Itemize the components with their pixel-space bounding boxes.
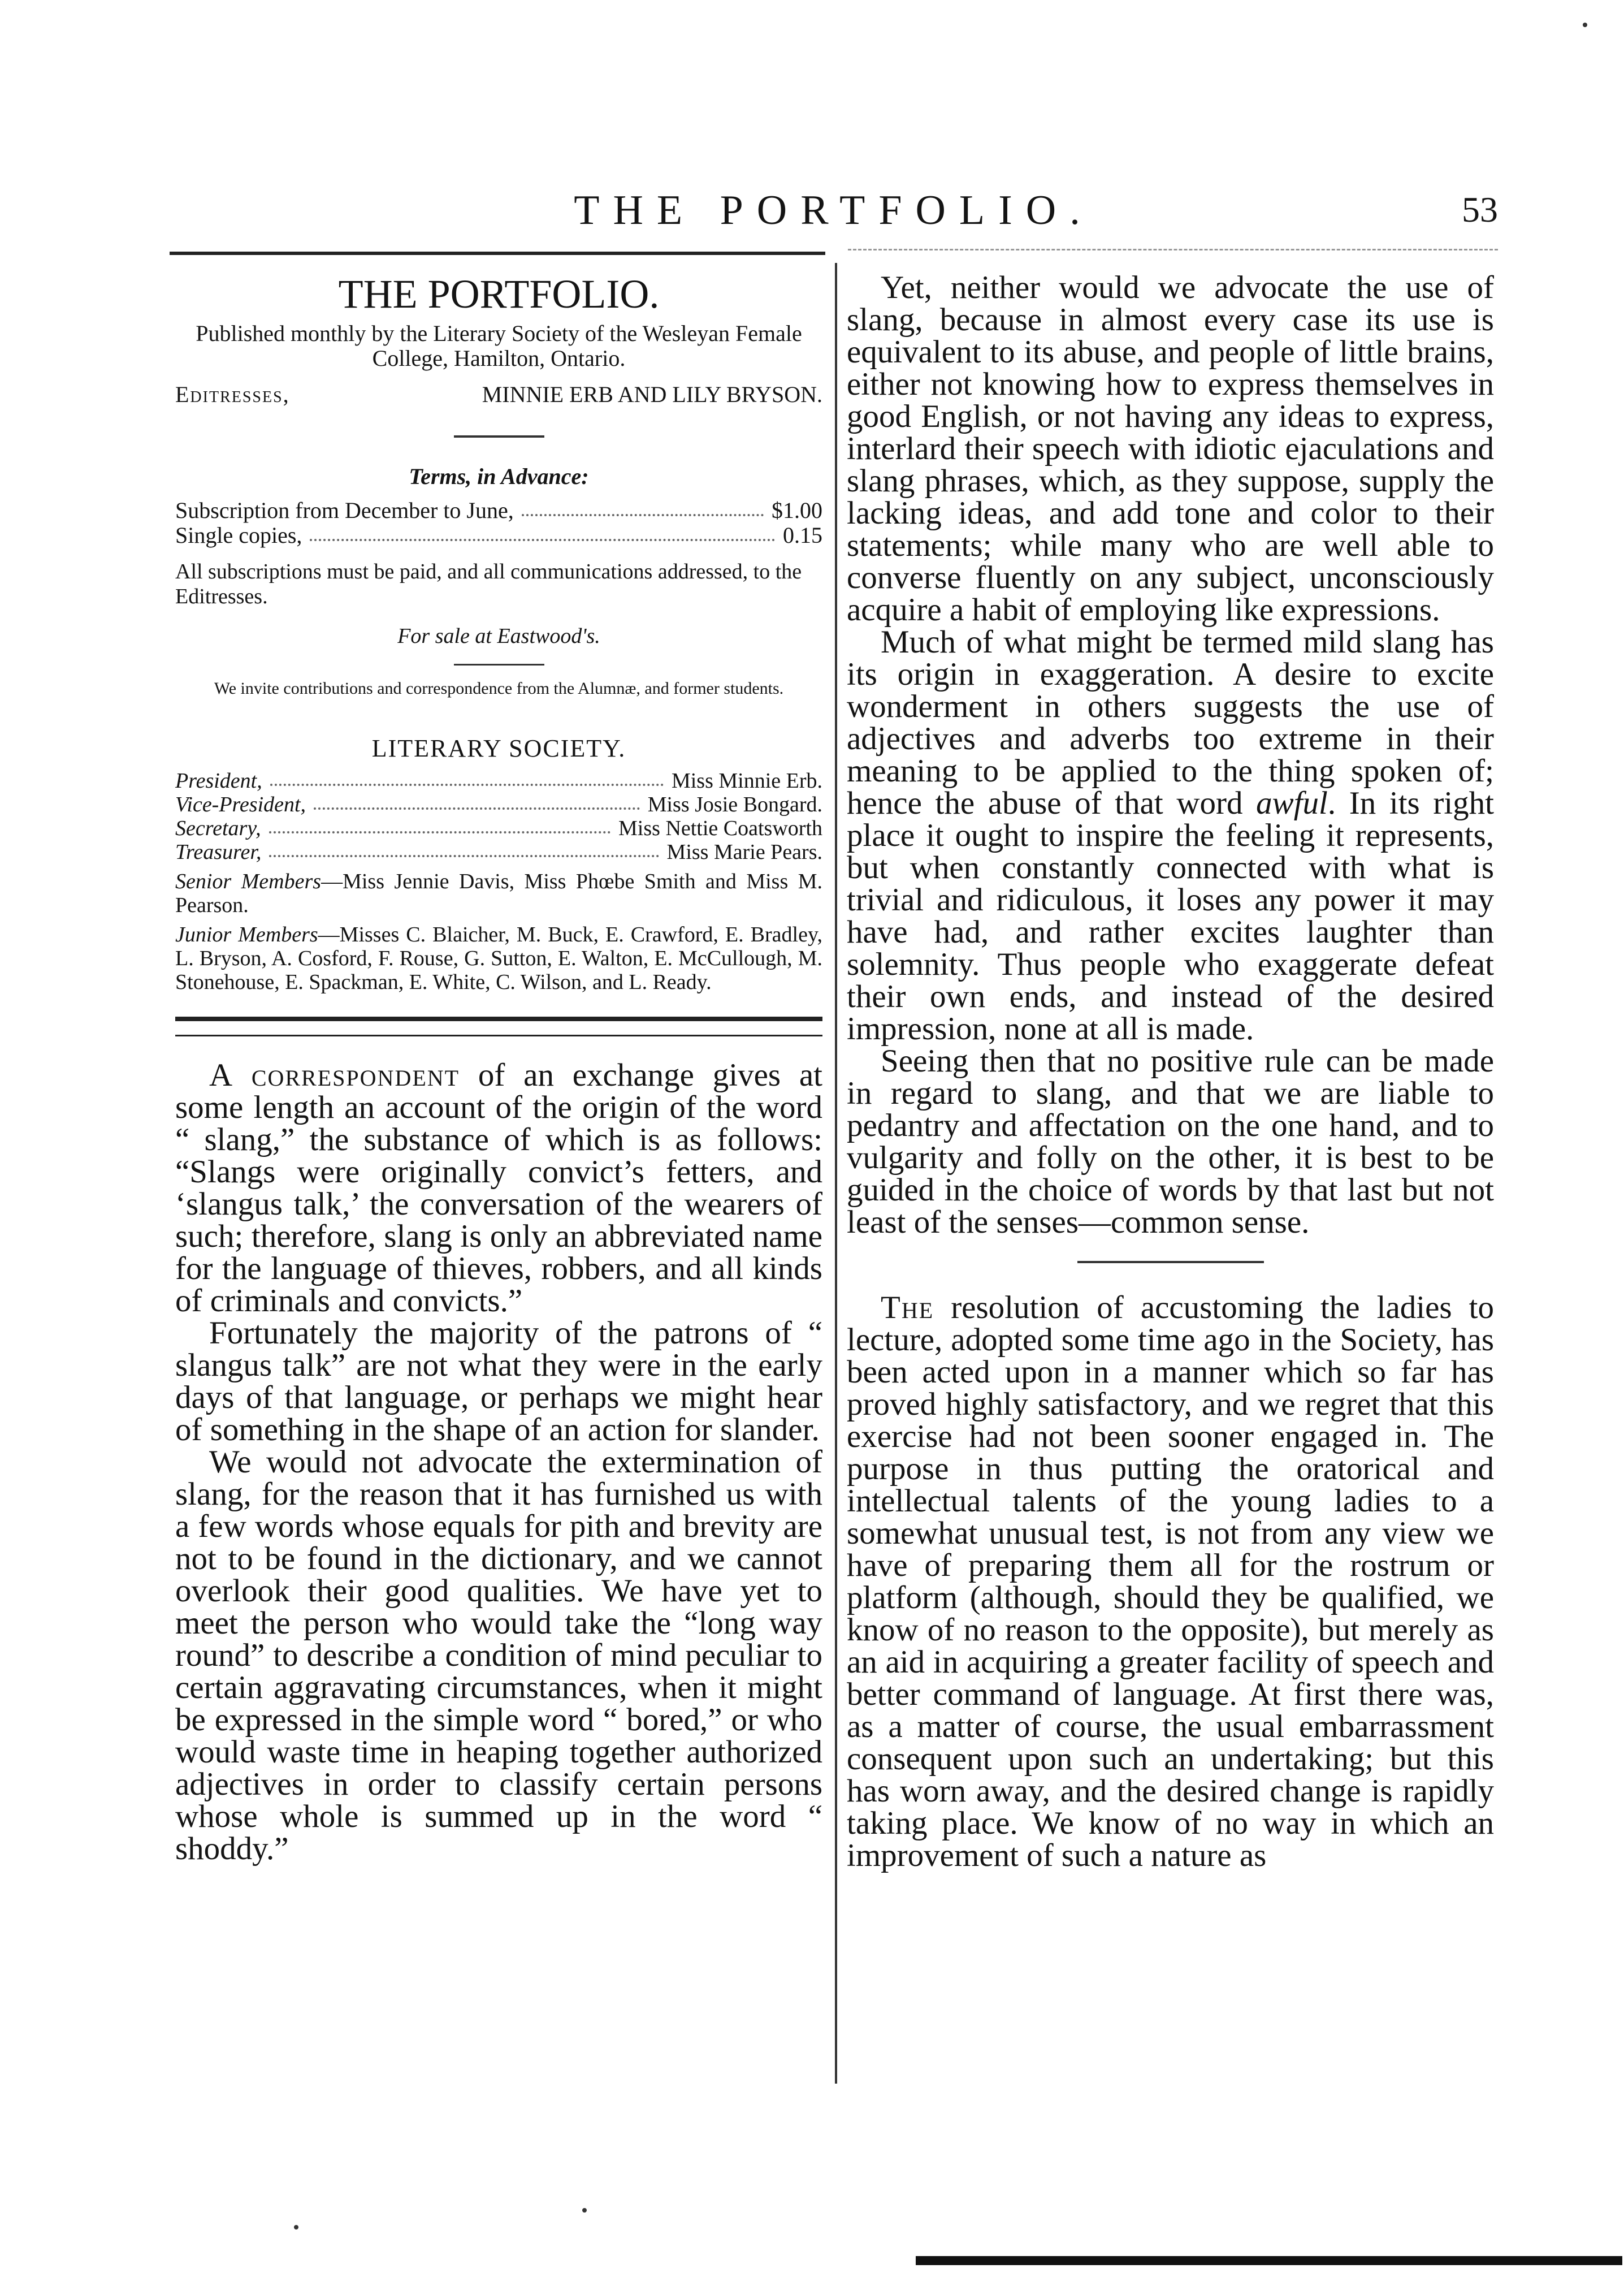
divider (454, 664, 544, 666)
lead-words: The (881, 1290, 934, 1325)
masthead (175, 271, 822, 1036)
junior-members (175, 923, 822, 994)
officer-row (175, 769, 822, 793)
senior-members (175, 870, 822, 917)
lecture-article (847, 1291, 1494, 1872)
officer-row (175, 793, 822, 816)
paragraph (847, 626, 1494, 1045)
editresses-label: Editresses, (175, 382, 290, 407)
slang-article-continued (847, 271, 1494, 1238)
paragraph-text: . In its right place it ought to inspire the feeling it represents, but when constantly connected with what is trivial and ridiculous, it loses any power it may have had, and rather excites laughter than solemnity. Thus people who exaggerate defeat their own ends, and instead of the desired impression, none at all is made. (847, 785, 1494, 1047)
publication-note: Published monthly by the Literary Society of the Wesleyan Female College, Hamilton, Ontario. (196, 321, 802, 371)
leader-dots (269, 816, 610, 833)
paragraph: Fortunately the majority of the patrons of “ slangus talk” are not what they were in the early days of that language, or perhaps we might hear of something in the shape of an action for slander. (175, 1315, 822, 1448)
leader-dots (522, 498, 764, 516)
column-divider (835, 263, 837, 2084)
paragraph: Seeing then that no positive rule can be made in regard to slang, and that we are liable to pedantry and affectation on the one hand, and to vulgarity and folly on the other, it is best to be guided in the choice of words by that last but not least of the senses—common sense. (847, 1043, 1494, 1240)
masthead-title: THE PORTFOLIO. (338, 271, 660, 317)
editresses-line (175, 382, 822, 407)
single-copy-row (175, 523, 822, 548)
junior-members-list: —Misses C. Blaicher, M. Buck, E. Crawford, E. Bradley, L. Bryson, A. Cosford, F. Rouse, G. Sutton, E. Walton, E. McCullough, M. Stonehouse, E. Spackman, E. White, C. Wilson, and L. Ready. (175, 923, 822, 994)
page-edge-shadow (916, 2256, 1622, 2265)
officer-row (175, 840, 822, 864)
leader-dots (270, 769, 664, 786)
left-column (175, 266, 822, 1865)
paragraph: Yet, neither would we advocate the use of slang, because in almost every case its use is equivalent to its abuse, and people of little brains, either not knowing how to express themselves in good English, or not having any ideas to express, interlard their speech with idiotic ejaculations and slang phrases, which, as they suppose, supply the lacking ideas, and add tone and color to their statements; while many who are well able to converse fluently on any subject, unconsciously acquire a habit of employing like expressions. (847, 270, 1494, 628)
officer-role: Treasurer, (175, 840, 262, 864)
leader-dots (310, 523, 775, 541)
officer-name: Miss Josie Bongard. (647, 793, 822, 816)
header-rule-left (170, 252, 825, 255)
for-sale-note: For sale at Eastwood's. (397, 624, 600, 648)
print-speck (294, 2225, 298, 2229)
header-rule-right (848, 249, 1498, 252)
officer-role: Secretary, (175, 816, 261, 840)
senior-members-list: —Miss Jennie Davis, Miss Phœbe Smith and Miss M. Pearson. (175, 870, 822, 917)
officer-role: President, (175, 769, 262, 793)
paragraph-text: resolution of accustoming the ladies to lecture, adopted some time ago in the Society, has been acted upon in a manner which so far has proved highly satisfactory, and we regret that this exercise had not been sooner engaged in. The purpose in thus putting the oratorical and intellectual talents of the young ladies to a somewhat unusual test, is not from any view we have of preparing them all for the rostrum or platform (although, should they be qualified, we know of no reason to the opposite), but merely as an aid in acquiring a greater facility of speech and better command of language. At first there was, as a matter of course, the usual embarrassment consequent upon such an undertaking; but this has worn away, and the desired change is rapidly taking place. We know of no way in which an improvement of such a nature as (847, 1290, 1494, 1873)
right-column (847, 266, 1494, 1872)
leader-dots (314, 793, 640, 810)
paragraph-text: of an exchange gives at some length an account of the origin of the word “ slang,” the substance of which is as follows: “Slangs were originally convict’s fetters, and ‘slangus talk,’ the conversation of the wearers of such; therefore, slang is only an abbreviated name for the language of thieves, robbers, and all kinds of criminals and convicts.” (175, 1057, 822, 1319)
officer-name: Miss Marie Pears. (666, 840, 822, 864)
page-number: 53 (1462, 189, 1498, 230)
officer-name: Miss Nettie Coatsworth (618, 816, 822, 840)
print-speck (582, 2208, 587, 2213)
paragraph: We would not advocate the extermination of slang, for the reason that it has furnished us with a few words whose equals for pith and brevity are not to be found in the dictionary, and we cannot overlook their good qualities. We have yet to meet the person who would take the “long way round” to describe a condition of mind peculiar to certain aggravating circumstances, when it might be expressed in the simple word “ bored,” or who would waste time in heaping together authorized adjectives in order to classify certain persons whose whole is summed up in the word “ shoddy.” (175, 1444, 822, 1866)
senior-members-label: Senior Members (175, 870, 322, 893)
divider (454, 435, 544, 438)
subscription-row (175, 498, 822, 523)
lead-words: A correspondent (209, 1057, 460, 1093)
masthead-end-rule (175, 1017, 822, 1036)
contribution-invite: We invite contributions and correspondence from the Alumnæ, and former students. (214, 679, 784, 698)
slang-article (175, 1059, 822, 1865)
subscription-price: $1.00 (772, 498, 822, 523)
subscription-notice: All subscriptions must be paid, and all communications addressed, to the Editresses. (175, 560, 802, 608)
junior-members-label: Junior Members (175, 923, 318, 947)
editresses-names: MINNIE ERB AND LILY BRYSON. (482, 382, 822, 407)
officer-name: Miss Minnie Erb. (671, 769, 822, 793)
article-separator (1077, 1261, 1264, 1263)
society-title: LITERARY SOCIETY. (371, 734, 626, 762)
print-speck (1583, 23, 1587, 27)
single-copy-price: 0.15 (783, 522, 822, 548)
paragraph (175, 1059, 822, 1317)
single-copy-label: Single copies, (175, 522, 302, 548)
paragraph-text: Much of what might be termed mild slang has its origin in exaggeration. A desire to excite wonderment in others suggests the use of adjectives and adverbs too extreme in their meaning to be applied to the thing spoken of; hence the abuse of that word (847, 624, 1494, 821)
officer-row (175, 816, 822, 840)
running-head (170, 187, 1498, 243)
running-title: THE PORTFOLIO. (574, 187, 1094, 234)
emphasis-word: awful (1256, 785, 1328, 821)
subscription-label: Subscription from December to June, (175, 498, 514, 523)
officer-role: Vice-President, (175, 793, 306, 816)
paragraph (847, 1291, 1494, 1872)
terms-heading: Terms, in Advance: (409, 464, 589, 489)
leader-dots (269, 840, 659, 857)
